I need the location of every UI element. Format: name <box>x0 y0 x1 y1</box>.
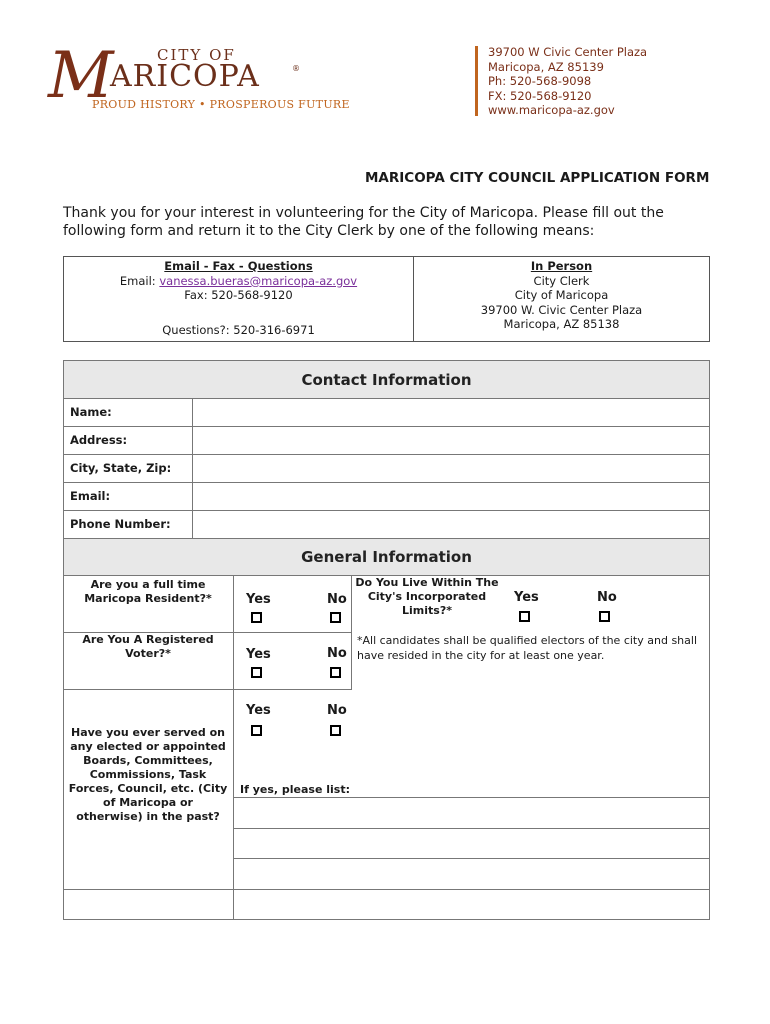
logo-registered-mark: ® <box>292 64 300 73</box>
served-yes-label: Yes <box>246 703 271 718</box>
contact-heading: Contact Information <box>301 371 472 389</box>
logo-tagline: PROUD HISTORY • PROSPEROUS FUTURE <box>92 98 350 111</box>
served-list-line-4[interactable] <box>235 891 708 919</box>
address-label: Address: <box>70 433 128 447</box>
divider <box>63 398 710 399</box>
logo-m-letter: M <box>48 39 114 113</box>
address-field[interactable] <box>194 428 708 453</box>
served-list-line-1[interactable] <box>235 799 708 827</box>
address-web[interactable]: www.maricopa-az.gov <box>488 103 615 117</box>
name-field[interactable] <box>194 400 708 425</box>
address-line1: 39700 W Civic Center Plaza <box>488 45 648 59</box>
served-list-line-2[interactable] <box>235 830 708 857</box>
address-line2: Maricopa, AZ 85139 <box>488 59 604 74</box>
resident-no-checkbox[interactable] <box>330 612 341 623</box>
logo-city-of: CITY OF <box>157 46 236 64</box>
question-resident: Are you a full time Maricopa Resident?* <box>84 578 212 605</box>
question-limits: Do You Live Within The City's Incorporated Limits?* <box>355 576 499 617</box>
limits-no-label: No <box>597 590 617 605</box>
means-questions: Questions?: 520-316-6971 <box>162 322 315 337</box>
phone-field[interactable] <box>194 512 708 537</box>
phone-label: Phone Number: <box>70 517 171 531</box>
means-right <box>414 259 709 332</box>
divider <box>63 510 710 511</box>
qualification-note: *All candidates shall be qualified electors of the city and shall have resided in the city for at least one year. <box>357 634 697 662</box>
means-left-heading: Email - Fax - Questions <box>164 259 313 273</box>
general-heading: General Information <box>301 548 472 566</box>
voter-no-label: No <box>327 646 347 661</box>
divider <box>63 454 710 455</box>
general-col-divider <box>233 575 234 920</box>
header-divider <box>475 46 478 116</box>
divider <box>233 797 710 798</box>
voter-yes-checkbox[interactable] <box>251 667 262 678</box>
header-address <box>488 45 647 118</box>
limits-yes-checkbox[interactable] <box>519 611 530 622</box>
name-label: Name: <box>70 405 112 419</box>
divider <box>233 858 710 859</box>
divider <box>63 689 352 690</box>
served-no-label: No <box>327 703 347 718</box>
means-right-line: Maricopa, AZ 85138 <box>503 317 620 331</box>
served-list-line-3[interactable] <box>235 860 708 888</box>
city-state-zip-field[interactable] <box>194 456 708 481</box>
means-right-line: 39700 W. Civic Center Plaza <box>480 302 643 317</box>
address-fax: FX: 520-568-9120 <box>488 88 592 103</box>
intro-text: Thank you for your interest in volunteering for the City of Maricopa. Please fill out the following form and return it to the City Clerk by one of the following means: <box>63 205 664 239</box>
resident-no-label: No <box>327 592 347 607</box>
resident-yes-checkbox[interactable] <box>251 612 262 623</box>
if-yes-label: If yes, please list: <box>240 783 351 796</box>
means-fax: Fax: 520-568-9120 <box>184 288 293 302</box>
limits-yes-label: Yes <box>514 590 539 605</box>
voter-no-checkbox[interactable] <box>330 667 341 678</box>
voter-yes-label: Yes <box>246 647 271 662</box>
means-left <box>64 259 413 337</box>
limits-no-checkbox[interactable] <box>599 611 610 622</box>
divider <box>233 828 710 829</box>
means-right-line: City of Maricopa <box>514 288 609 302</box>
served-yes-checkbox[interactable] <box>251 725 262 736</box>
submission-means-box <box>63 256 710 342</box>
resident-yes-label: Yes <box>246 592 271 607</box>
email-field[interactable] <box>194 484 708 509</box>
form-title: MARICOPA CITY COUNCIL APPLICATION FORM <box>365 170 710 186</box>
means-email-label: Email: <box>119 273 156 288</box>
divider <box>63 482 710 483</box>
served-no-checkbox[interactable] <box>330 725 341 736</box>
means-right-line: City Clerk <box>533 273 590 288</box>
means-right-heading: In Person <box>530 259 593 273</box>
means-email-link[interactable]: vanessa.bueras@maricopa-az.gov <box>159 273 358 288</box>
address-phone: Ph: 520-568-9098 <box>488 74 592 88</box>
logo-name: ARICOPA <box>110 59 260 94</box>
email-label: Email: <box>70 489 111 503</box>
question-voter: Are You A Registered Voter?* <box>82 633 214 660</box>
question-served: Have you ever served on any elected or appointed Boards, Committees, Commissions, Task Forces, Council, etc. (City of Maricopa or otherwise) in the past? <box>68 726 228 823</box>
divider <box>63 426 710 427</box>
contact-col-divider <box>192 398 193 538</box>
city-state-zip-label: City, State, Zip: <box>70 461 172 475</box>
divider <box>63 889 710 890</box>
